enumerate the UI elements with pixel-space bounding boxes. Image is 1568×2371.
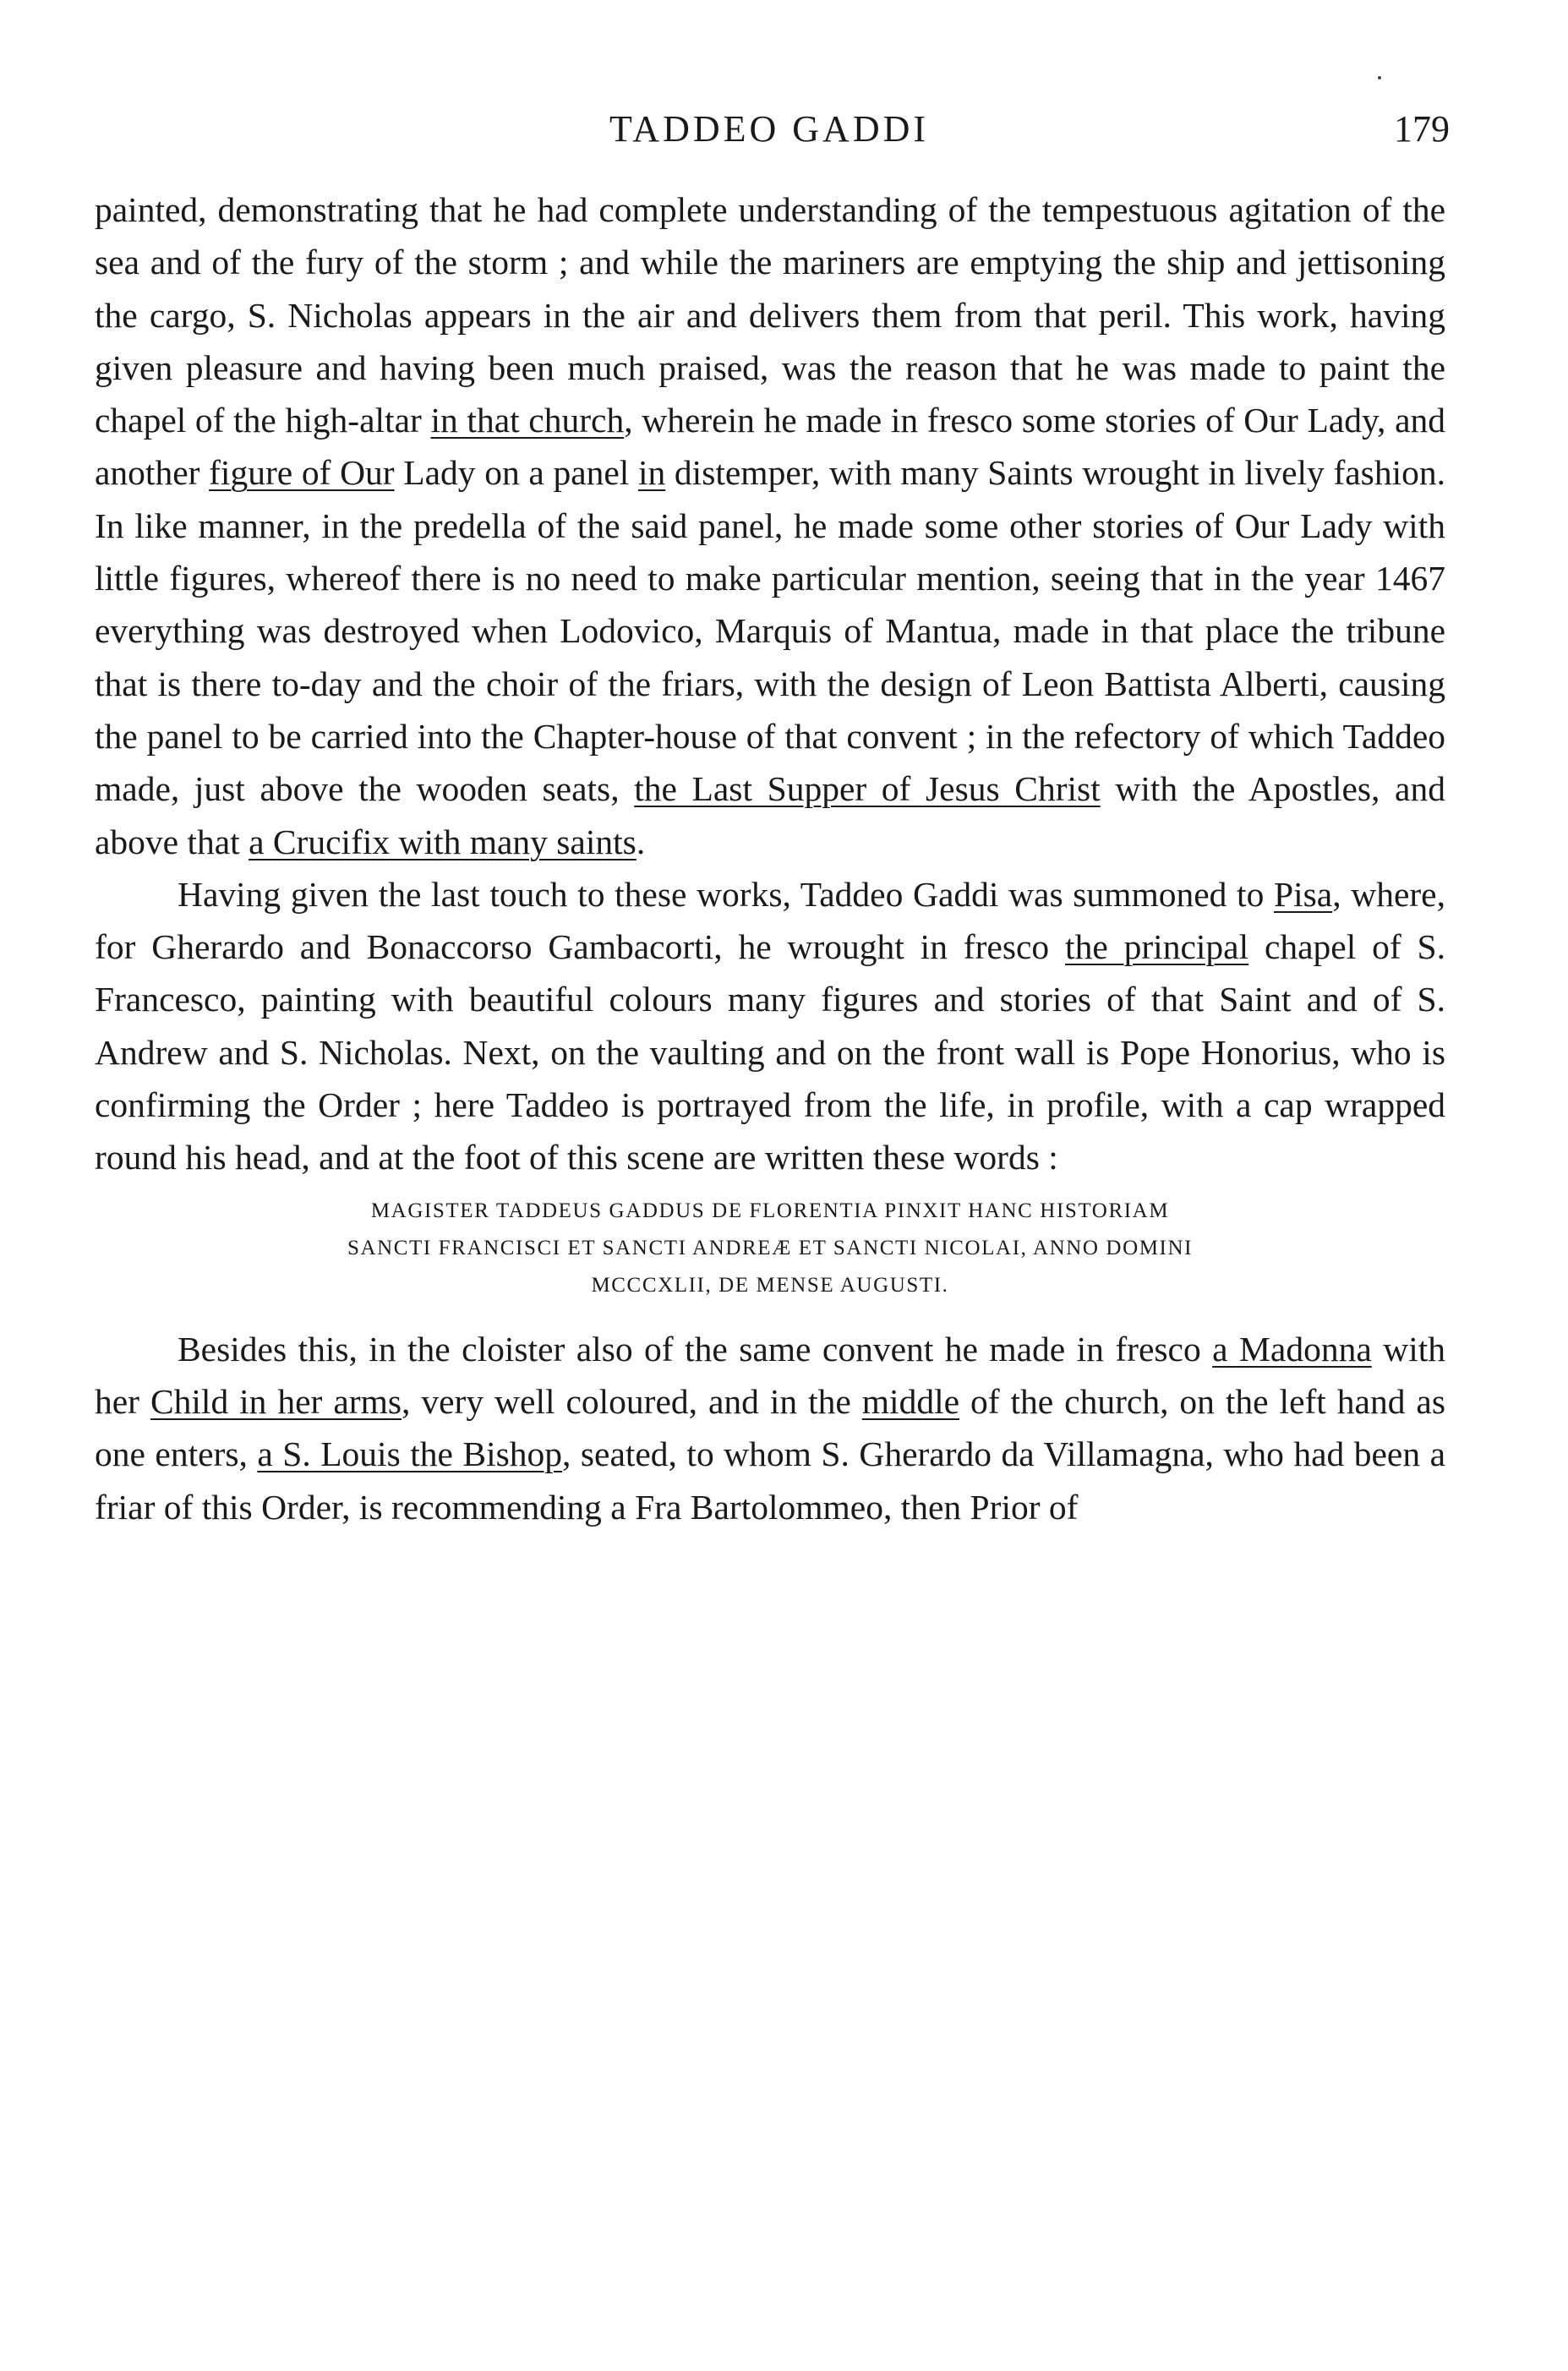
text-run: with her — [95, 1329, 1445, 1421]
text-run: , seated, to whom S. Gherardo da Villamagna, who had been a friar of this Order, is recommending a Fra Bartolommeo, then Prior of — [95, 1434, 1445, 1527]
text-run: Lady on a panel — [394, 453, 638, 493]
underlined-text: the principal — [1065, 927, 1249, 967]
page-number: 179 — [1394, 108, 1450, 150]
text-run: Having given the last touch to these works, Taddeo Gaddi was summoned to — [178, 874, 1274, 914]
text-run: , wherein he made in fresco some stories of Our Lady, and another — [95, 401, 1445, 493]
text-run: , where, for Gherardo and Bonaccorso Gambacorti, he wrought in fresco — [95, 874, 1445, 967]
text-run: of the church, on the left hand as one enters, — [95, 1381, 1445, 1474]
body-text — [95, 183, 1445, 1533]
inscription-line: SANCTI FRANCISCI ET SANCTI ANDREÆ ET SANCTI NICOLAI, ANNO DOMINI — [347, 1236, 1194, 1259]
underlined-text: Pisa — [1274, 874, 1333, 914]
inscription-line: MAGISTER TADDEUS GADDUS DE FLORENTIA PINXIT HANC HISTORIAM — [370, 1199, 1170, 1222]
underlined-text: middle — [861, 1381, 960, 1421]
underlined-text: Child in her arms — [150, 1381, 402, 1421]
text-run: with the Apostles, and above that — [95, 769, 1445, 861]
chapter-title: TADDEO GADDI — [609, 108, 930, 150]
text-run: distemper, with many Saints wrought in lively fashion. In like manner, in the predella of the said panel, he made some other stories of Our Lady with little figures, whereof there is no need to make particular mention, seeing that in the year 1467 everything was destroyed when Lodovico, Marquis of Mantua, made in that place the tribune that is there to-day and the choir of the friars, with the design of Leon Battista Alberti, causing the panel to be carried into the Chapter-house of that convent ; in the refectory of which Taddeo made, just above the wooden seats, — [95, 453, 1445, 809]
text-run: . — [636, 822, 646, 861]
paragraph-2 — [95, 868, 1445, 1184]
text-run: painted, demonstrating that he had complete understanding of the tempestuous agitation of the sea and of the fury of the storm ; and while the mariners are emptying the ship and jettisoning the cargo, S. Nicholas appears in the air and delivers them from that peril. This work, having given pleasure and having been much praised, was the reason that he was made to paint the chapel of the high-altar — [95, 190, 1445, 440]
underlined-text: a S. Louis the Bishop — [257, 1434, 563, 1474]
underlined-text: a Crucifix with many saints — [249, 822, 636, 861]
underlined-text: a Madonna — [1212, 1329, 1372, 1369]
inscription-line: MCCCXLII, DE MENSE AUGUSTI. — [591, 1273, 949, 1297]
print-speck — [1378, 76, 1381, 79]
running-head — [93, 100, 1450, 159]
latin-inscription — [145, 1193, 1395, 1304]
underlined-text: figure of Our — [209, 453, 395, 493]
underlined-text: the Last Supper of Jesus Christ — [634, 769, 1101, 809]
text-run: chapel of S. Francesco, painting with beautiful colours many figures and stories of that Saint and of S. Andrew and S. Nicholas. Next, on the vaulting and on the front wall is Pope Honorius, who is confirming the Order ; here Taddeo is portrayed from the life, in profile, with a cap wrapped round his head, and at the foot of this scene are written these words : — [95, 927, 1445, 1177]
paragraph-3 — [95, 1323, 1445, 1533]
underlined-text: in that church — [430, 401, 625, 440]
paragraph-1 — [95, 183, 1445, 868]
underlined-text: in — [637, 453, 666, 493]
text-run: Besides this, in the cloister also of the same convent he made in fresco — [178, 1329, 1213, 1369]
text-run: , very well coloured, and in the — [402, 1381, 862, 1421]
